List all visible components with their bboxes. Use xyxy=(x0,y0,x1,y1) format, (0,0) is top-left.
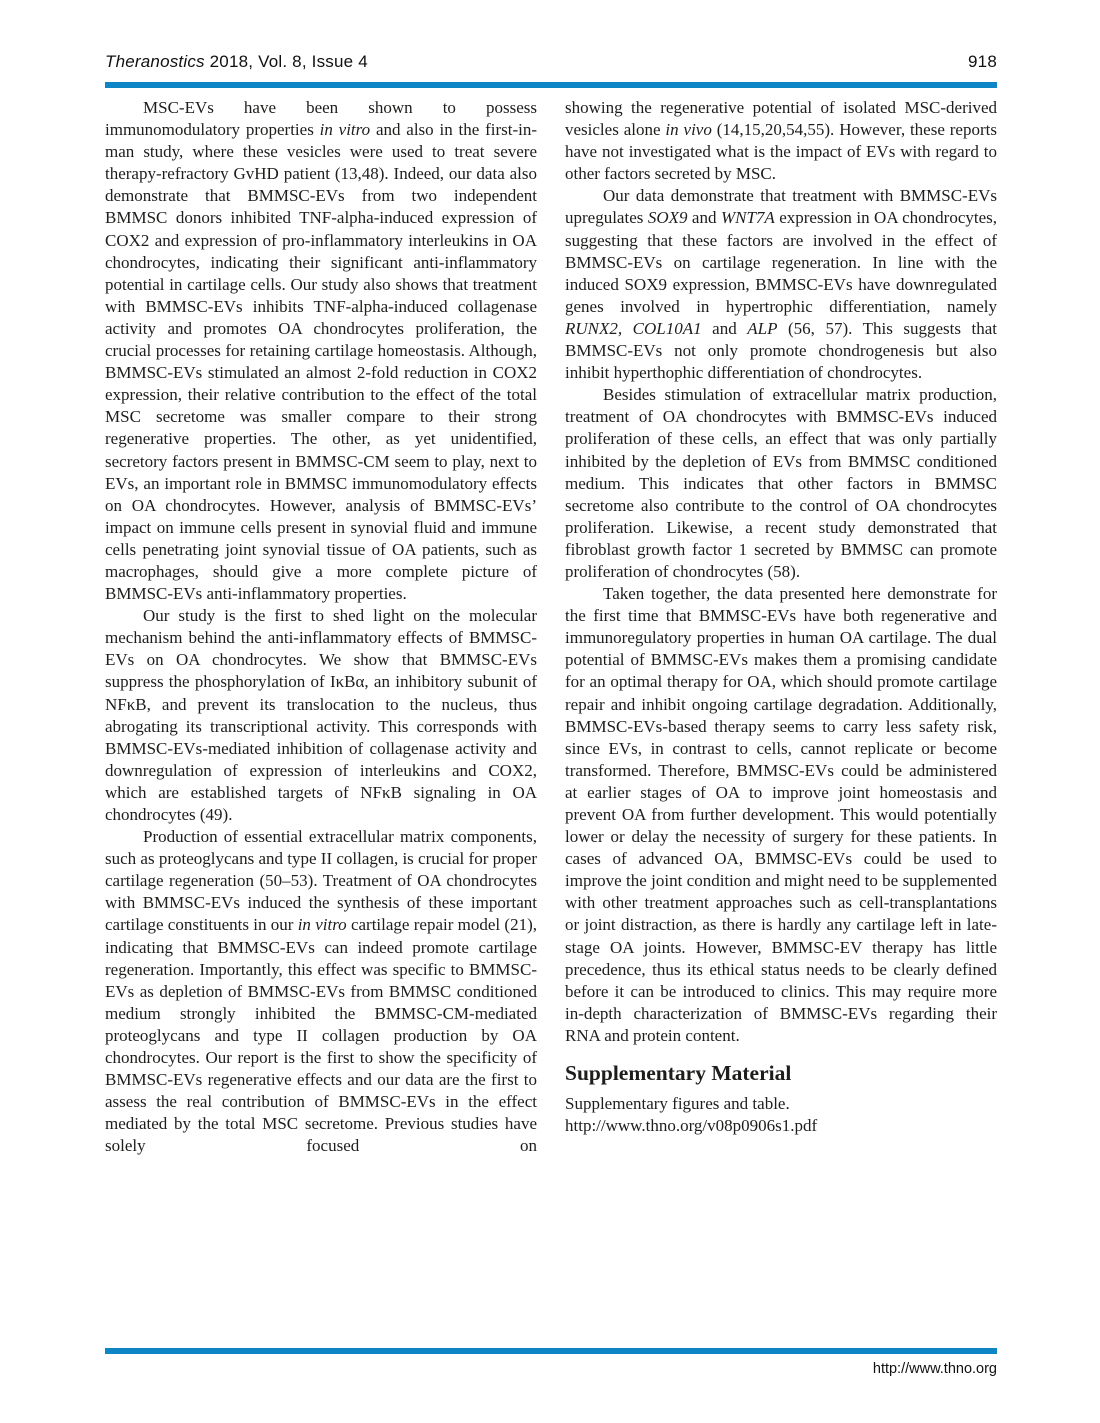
supplementary-note: Supplementary figures and table. xyxy=(565,1094,790,1114)
left-column xyxy=(105,97,537,1158)
page-number: 918 xyxy=(968,52,997,71)
journal-url[interactable]: http://www.thno.org xyxy=(872,1361,997,1377)
page-footer xyxy=(873,1361,997,1377)
header-divider xyxy=(105,82,997,88)
paragraph: Taken together, the data presented here demonstrate for the first time that BMMSC-EVs have both regenerative and immunoregulatory properties in human OA cartilage. The dual potential of BMMSC-EVs makes them a promising candidate for an optimal therapy for OA, which should promote cartilage repair and inhibit ongoing cartilage degradation. Additionally, BMMSC-EVs-based therapy seems to carry less safety risk, since EVs, in contrast to cells, cannot replicate or become transformed. Therefore, BMMSC-EVs could be administered at earlier stages of OA to improve joint homeostasis and prevent OA from further development. This would potentially lower or delay the necessity of surgery for these patients. In cases of advanced OA, BMMSC-EVs could be used to improve the joint condition and might need to be supplemented with other treatment approaches such as cell-transplantations or joint distraction, as there is hardly any cartilage left in late-stage OA joints. However, BMMSC-EV therapy has little precedence, thus its ethical status needs to be clearly defined before it can be introduced to clinics. This may require more in-depth characterization of BMMSC-EVs regarding their RNA and protein content. xyxy=(565,584,997,1045)
paragraph: showing the regenerative potential of isolated MSC-derived vesicles alone in vivo (14,15,20,54,55). However, these reports have not investigated what is the impact of EVs with regard to other factors secreted by MSC. xyxy=(565,98,997,184)
article-body xyxy=(105,97,997,1158)
journal-issue-info: 2018, Vol. 8, Issue 4 xyxy=(204,52,368,71)
supplementary-pdf-link[interactable]: http://www.thno.org/v08p0906s1.pdf xyxy=(565,1116,818,1136)
journal-citation xyxy=(105,52,368,72)
paragraph: Besides stimulation of extracellular matrix production, treatment of OA chondrocytes with BMMSC-EVs induced proliferation of these cells, an effect that was only partially inhibited by the depletion of EVs from BMMSC conditioned medium. This indicates that other factors in BMMSC secretome also contribute to the control of OA chondrocytes proliferation. Likewise, a recent study demonstrated that fibroblast growth factor 1 secreted by BMMSC can promote proliferation of chondrocytes (58). xyxy=(565,385,997,581)
paragraph: Our study is the first to shed light on the molecular mechanism behind the anti-inflammatory effects of BMMSC-EVs on OA chondrocytes. We show that BMMSC-EVs suppress the phosphorylation of IκBα, an inhibitory subunit of NFκB, and prevent its translocation to the nucleus, thus abrogating its transcriptional activity. This corresponds with BMMSC-EVs-mediated inhibition of collagenase activity and downregulation of expression of interleukins and COX2, which are established targets of NFκB signaling in OA chondrocytes (49). xyxy=(105,606,537,824)
journal-name: Theranostics xyxy=(105,52,205,71)
paragraph: Production of essential extracellular matrix components, such as proteoglycans and type II collagen, is crucial for proper cartilage regeneration (50–53). Treatment of OA chondrocytes with BMMSC-EVs induced the synthesis of these important cartilage constituents in our in vitro cartilage repair model (21), indicating that BMMSC-EVs can indeed promote cartilage regeneration. Importantly, this effect was specific to BMMSC-EVs as depletion of BMMSC-EVs from BMMSC conditioned medium strongly inhibited the BMMSC-CM-mediated proteoglycans and type II collagen production by OA chondrocytes. Our report is the first to show the specificity of BMMSC-EVs regenerative effects and our data are the first to assess the real contribution of BMMSC-EVs in the effect mediated by the total MSC secretome. Previous studies have solely focused on xyxy=(105,827,537,1156)
paragraph: MSC-EVs have been shown to possess immunomodulatory properties in vitro and also in the first-in-man study, where these vesicles were used to treat severe therapy-refractory GvHD patient (13,48). Indeed, our data also demonstrate that BMMSC-EVs from two independent BMMSC donors inhibited TNF-alpha-induced expression of COX2 and expression of pro-inflammatory interleukins in OA chondrocytes, indicating their significant anti-inflammatory potential in cartilage cells. Our study also shows that treatment with BMMSC-EVs inhibits TNF-alpha-induced collagenase activity and promotes OA chondrocytes proliferation, the crucial processes for retaining cartilage homeostasis. Although, BMMSC-EVs stimulated an almost 2-fold reduction in COX2 expression, their relative contribution to the effect of the total MSC secretome was smaller compare to their strong regenerative properties. The other, as yet unidentified, secretory factors present in BMMSC-CM seem to play, next to EVs, an important role in BMMSC immunomodulatory effects on OA chondrocytes. However, analysis of BMMSC-EVs’ impact on immune cells present in synovial fluid and immune cells penetrating joint synovial tissue of OA patients, such as macrophages, should give a more complete picture of BMMSC-EVs anti-inflammatory properties. xyxy=(105,98,537,604)
right-column xyxy=(565,97,997,1158)
footer-divider xyxy=(105,1348,997,1354)
page-header xyxy=(105,52,997,72)
paragraph: Our data demonstrate that treatment with BMMSC-EVs upregulates SOX9 and WNT7A expression in OA chondrocytes, suggesting that these factors are involved in the effect of BMMSC-EVs on cartilage regeneration. In line with the induced SOX9 expression, BMMSC-EVs have downregulated genes involved in hypertrophic differentiation, namely RUNX2, COL10A1 and ALP (56, 57). This suggests that BMMSC-EVs not only promote chondrogenesis but also inhibit hyperthophic differentiation of chondrocytes. xyxy=(565,186,998,383)
section-heading: Supplementary Material xyxy=(565,1061,792,1086)
